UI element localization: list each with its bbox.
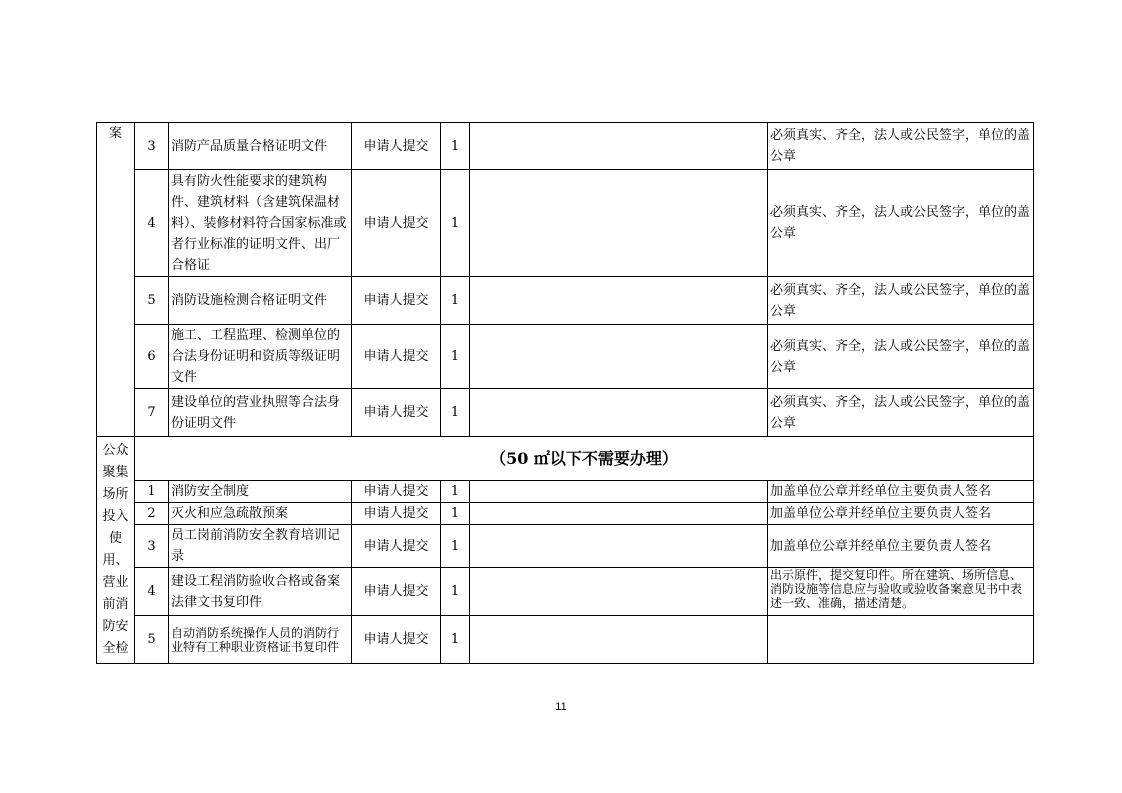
- notice-banner: （50 ㎡以下不需要办理）: [135, 437, 1034, 481]
- count-cell: 1: [441, 616, 470, 664]
- document-name: 消防产品质量合格证明文件: [169, 123, 352, 170]
- count-cell: 1: [441, 170, 470, 277]
- row-number: 3: [135, 123, 169, 170]
- source-cell: 申请人提交: [352, 277, 441, 325]
- document-name: 员工岗前消防安全教育培训记录: [169, 525, 352, 568]
- document-name: 建设单位的营业执照等合法身份证明文件: [169, 389, 352, 437]
- blank-cell: [470, 503, 768, 525]
- row-number: 2: [135, 503, 169, 525]
- row-number: 4: [135, 170, 169, 277]
- category-cell: 公众聚集场所投入使用、营业前消防安全检: [97, 437, 135, 664]
- blank-cell: [470, 277, 768, 325]
- document-name: 具有防火性能要求的建筑构件、建筑材料（含建筑保温材料）、装修材料符合国家标准或者行业标准的证明文件、出厂合格证: [169, 170, 352, 277]
- source-cell: 申请人提交: [352, 481, 441, 503]
- source-cell: 申请人提交: [352, 525, 441, 568]
- document-name: 自动消防系统操作人员的消防行业特有工种职业资格证书复印件: [169, 616, 352, 664]
- note-cell: 必须真实、齐全，法人或公民签字，单位的盖公章: [768, 277, 1034, 325]
- table-row: [97, 123, 1034, 170]
- note-cell: 必须真实、齐全，法人或公民签字，单位的盖公章: [768, 170, 1034, 277]
- row-number: 5: [135, 277, 169, 325]
- document-name: 消防设施检测合格证明文件: [169, 277, 352, 325]
- blank-cell: [470, 325, 768, 389]
- count-cell: 1: [441, 525, 470, 568]
- page-number: 11: [555, 701, 567, 713]
- source-cell: 申请人提交: [352, 170, 441, 277]
- blank-cell: [470, 568, 768, 616]
- count-cell: 1: [441, 389, 470, 437]
- source-cell: 申请人提交: [352, 389, 441, 437]
- requirements-table: [96, 122, 1034, 664]
- table-row: [97, 437, 1034, 481]
- count-cell: 1: [441, 503, 470, 525]
- blank-cell: [470, 616, 768, 664]
- row-number: 6: [135, 325, 169, 389]
- table-row: [97, 170, 1034, 277]
- table-row: [97, 525, 1034, 568]
- table-row: [97, 568, 1034, 616]
- blank-cell: [470, 389, 768, 437]
- count-cell: 1: [441, 325, 470, 389]
- source-cell: 申请人提交: [352, 503, 441, 525]
- note-cell: 加盖单位公章并经单位主要负责人签名: [768, 481, 1034, 503]
- note-cell: 出示原件，提交复印件。所在建筑、场所信息、消防设施等信息应与验收或验收备案意见书中表述一致、准确，描述清楚。: [768, 568, 1034, 616]
- source-cell: 申请人提交: [352, 123, 441, 170]
- document-name: 施工、工程监理、检测单位的合法身份证明和资质等级证明文件: [169, 325, 352, 389]
- note-cell: 必须真实、齐全，法人或公民签字，单位的盖公章: [768, 325, 1034, 389]
- table-row: [97, 325, 1034, 389]
- row-number: 5: [135, 616, 169, 664]
- row-number: 4: [135, 568, 169, 616]
- table-row: [97, 503, 1034, 525]
- count-cell: 1: [441, 568, 470, 616]
- note-cell: [768, 616, 1034, 664]
- table-row: [97, 481, 1034, 503]
- count-cell: 1: [441, 277, 470, 325]
- table-row: [97, 277, 1034, 325]
- note-cell: 必须真实、齐全，法人或公民签字，单位的盖公章: [768, 123, 1034, 170]
- source-cell: 申请人提交: [352, 325, 441, 389]
- blank-cell: [470, 123, 768, 170]
- blank-cell: [470, 170, 768, 277]
- document-name: 消防安全制度: [169, 481, 352, 503]
- count-cell: 1: [441, 481, 470, 503]
- document-name: 建设工程消防验收合格或备案法律文书复印件: [169, 568, 352, 616]
- table-row: [97, 616, 1034, 664]
- source-cell: 申请人提交: [352, 568, 441, 616]
- row-number: 1: [135, 481, 169, 503]
- category-cell: 案: [97, 123, 135, 437]
- count-cell: 1: [441, 123, 470, 170]
- table-row: [97, 389, 1034, 437]
- row-number: 7: [135, 389, 169, 437]
- note-cell: 必须真实、齐全，法人或公民签字，单位的盖公章: [768, 389, 1034, 437]
- document-name: 灭火和应急疏散预案: [169, 503, 352, 525]
- blank-cell: [470, 481, 768, 503]
- source-cell: 申请人提交: [352, 616, 441, 664]
- note-cell: 加盖单位公章并经单位主要负责人签名: [768, 503, 1034, 525]
- row-number: 3: [135, 525, 169, 568]
- note-cell: 加盖单位公章并经单位主要负责人签名: [768, 525, 1034, 568]
- blank-cell: [470, 525, 768, 568]
